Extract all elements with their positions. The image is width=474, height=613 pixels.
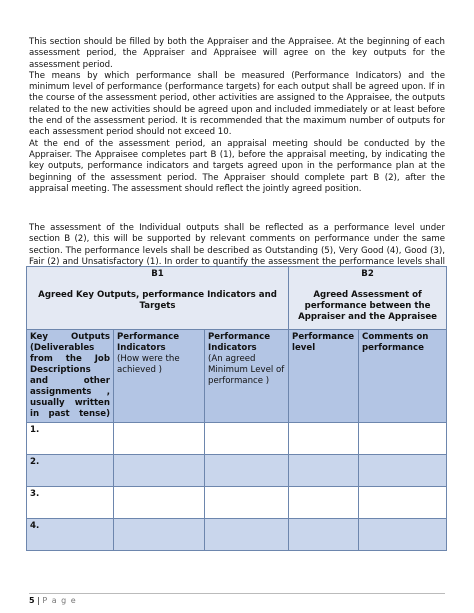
- paragraph-4: The assessment of the Individual outputs shall be reflected as a performance level under section B (2), this will be supported by relevant comments on performance under the same section. The performance levels shall be described as Outstanding (5), Very Good (4), Good (3), Fair (2) and Unsatisfactory (1). In order to quantify the assessment the performance levels shall: [29, 223, 445, 267]
- table-row: [27, 487, 447, 519]
- input-cell[interactable]: [205, 423, 289, 455]
- input-cell[interactable]: [359, 519, 447, 551]
- page-number: 5: [29, 596, 35, 605]
- b2-title: Agreed Assessment of performance between the Appraiser and the Appraisee: [298, 290, 437, 322]
- footer-separator: |: [34, 596, 43, 605]
- section-header-row: [27, 267, 447, 330]
- input-cell[interactable]: [114, 455, 205, 487]
- b1-label: B1: [151, 269, 164, 279]
- input-cell[interactable]: [114, 519, 205, 551]
- table-row: [27, 519, 447, 551]
- paragraph-2: The means by which performance shall be measured (Performance Indicators) and the minimum level of performance (performance targets) for each output shall be agreed upon. If in the course of the assessment period, other activities are assigned to the Appraisee, the outputs related to the new activities should be agreed upon and included immediately or at least before the end of the assessment period. It is recommended that the maximum number of outputs for each assessment period should not exceed 10.: [29, 70, 445, 138]
- input-cell[interactable]: [114, 423, 205, 455]
- paragraph-1: This section should be filled by both the Appraiser and the Appraisee. At the beginning of each assessment period, the Appraiser and Appraisee will agree on the key outputs for the assessment period.: [29, 37, 445, 70]
- input-cell[interactable]: [205, 455, 289, 487]
- page-footer: [29, 596, 77, 605]
- col-pi1-note: (How were the achieved ): [117, 354, 180, 375]
- b2-label: B2: [361, 269, 374, 279]
- b1-header: [27, 267, 289, 330]
- row-number: 4.: [27, 519, 114, 551]
- instructions-block: [29, 37, 445, 195]
- col-performance-indicators-achieved: [114, 330, 205, 423]
- input-cell[interactable]: [359, 423, 447, 455]
- b1-title: Agreed Key Outputs, performance Indicators and Targets: [38, 290, 277, 311]
- row-number: 1.: [27, 423, 114, 455]
- input-cell[interactable]: [359, 487, 447, 519]
- row-number: 3.: [27, 487, 114, 519]
- col-pi1-title: Performance Indicators: [117, 332, 180, 353]
- footer-divider: [29, 593, 445, 594]
- column-header-row: [27, 330, 447, 423]
- col-pi2-note: (An agreed Minimum Level of performance ): [208, 354, 285, 386]
- input-cell[interactable]: [359, 455, 447, 487]
- appraisal-table: [26, 266, 447, 551]
- col-pi2-title: Performance Indicators: [208, 332, 271, 353]
- input-cell[interactable]: [289, 519, 359, 551]
- col-performance-indicators-minimum: [205, 330, 289, 423]
- input-cell[interactable]: [289, 423, 359, 455]
- input-cell[interactable]: [114, 487, 205, 519]
- input-cell[interactable]: [289, 487, 359, 519]
- page-label: P a g e: [42, 596, 77, 605]
- input-cell[interactable]: [289, 455, 359, 487]
- table-row: [27, 455, 447, 487]
- b2-header: [289, 267, 447, 330]
- col-performance-level: Performance level: [289, 330, 359, 423]
- table-row: [27, 423, 447, 455]
- paragraph-3: At the end of the assessment period, an appraisal meeting should be conducted by the Appraiser. The Appraisee completes part B (1), before the appraisal meeting, by indicating the key outputs, performance indicators and targets agreed upon in the performance plan at the beginning of the assessment period. The Appraiser should complete part B (2), after the appraisal meeting. The assessment should reflect the jointly agreed position.: [29, 138, 445, 194]
- col-key-outputs: Key Outputs (Deliverables from the Job Descriptions and other assignments , usually written in past tense): [27, 330, 114, 423]
- row-number: 2.: [27, 455, 114, 487]
- input-cell[interactable]: [205, 487, 289, 519]
- input-cell[interactable]: [205, 519, 289, 551]
- col-comments: Comments on performance: [359, 330, 447, 423]
